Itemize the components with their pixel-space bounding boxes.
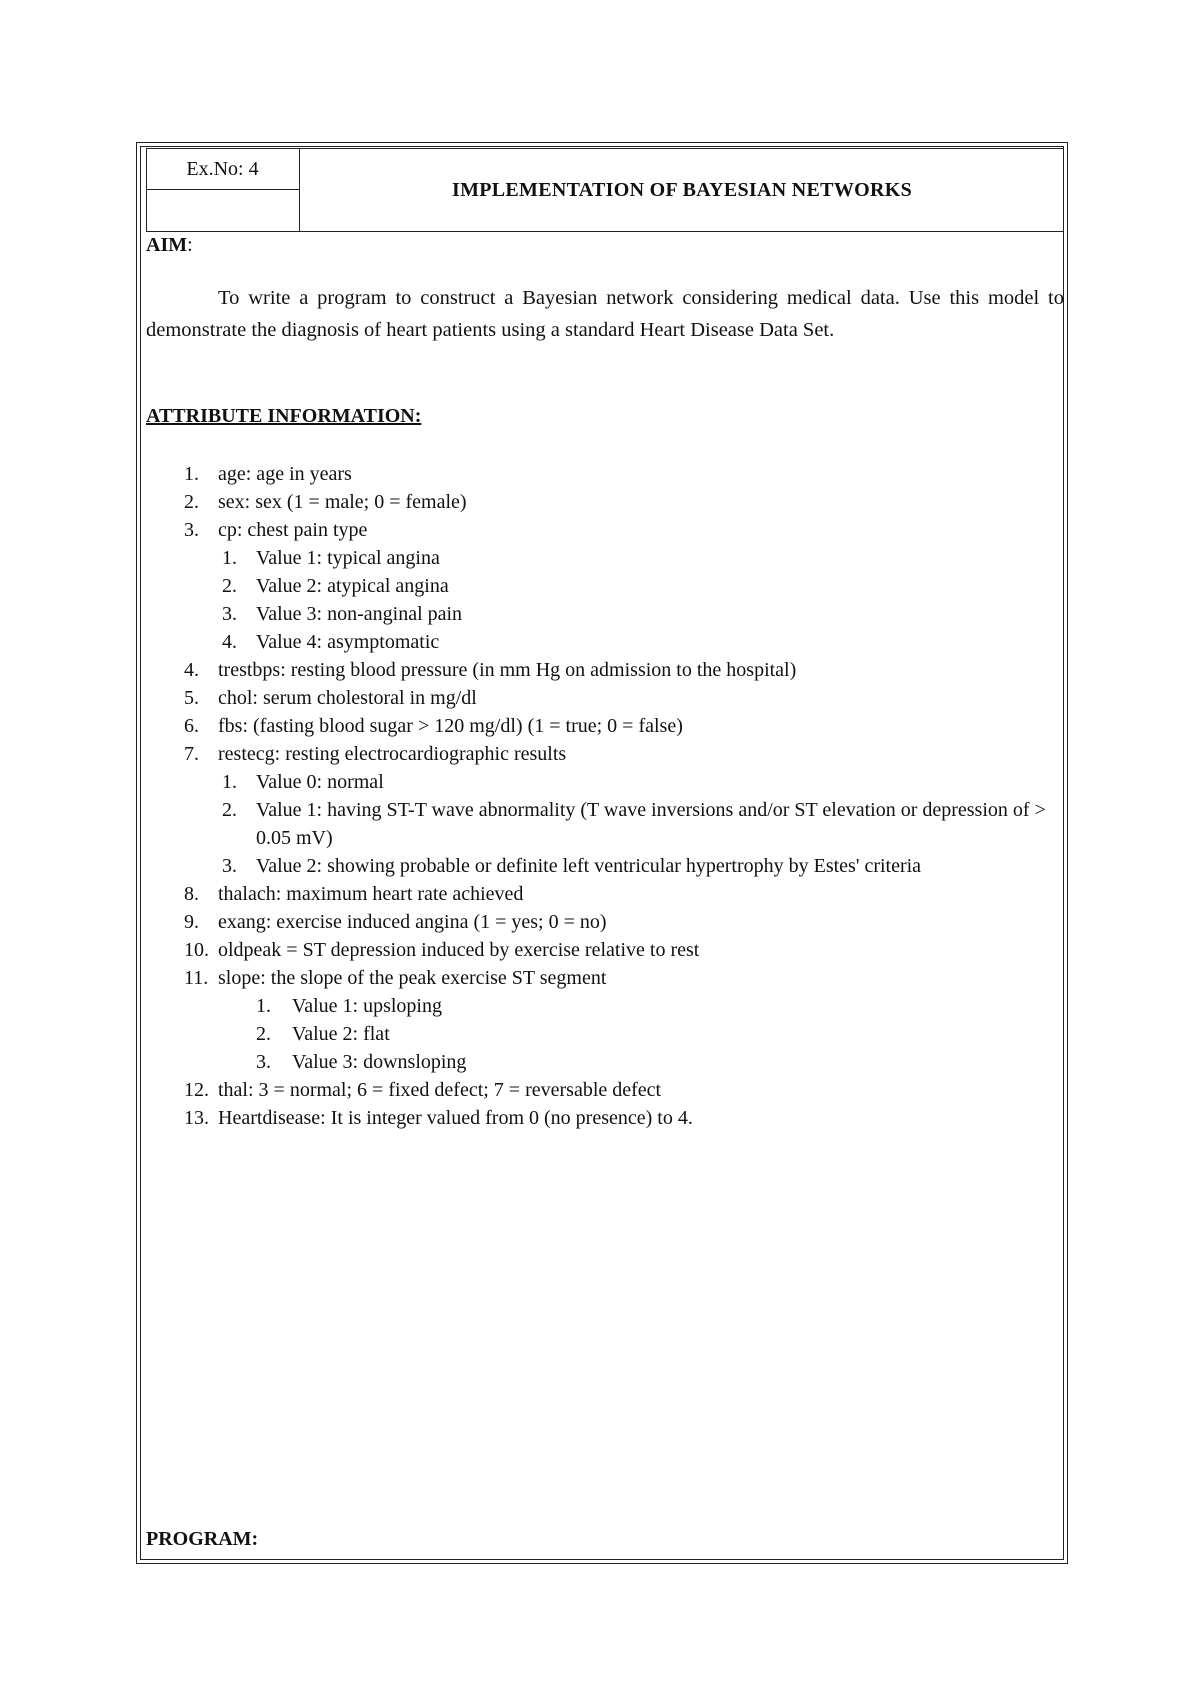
list-text: chol: serum cholestoral in mg/dl (218, 687, 477, 709)
list-number: 3. (222, 603, 237, 625)
list-text: restecg: resting electrocardiographic results (218, 743, 567, 765)
list-text: oldpeak = ST depression induced by exercise relative to rest (218, 939, 700, 961)
list-number: 2. (222, 799, 237, 821)
list-number: 9. (184, 911, 199, 933)
list-item (146, 936, 1056, 964)
list-number: 5. (184, 687, 199, 709)
list-item (146, 460, 1056, 488)
list-item (146, 488, 1056, 516)
list-text: Value 1: having ST-T wave abnormality (T wave inversions and/or ST elevation or depression of > 0.05 mV) (256, 799, 1046, 849)
list-text: Value 2: showing probable or definite left ventricular hypertrophy by Estes' criteria (256, 855, 922, 877)
list-text: Value 2: atypical angina (256, 575, 449, 597)
sub-list-item (146, 1048, 1056, 1076)
list-number: 11. (184, 967, 209, 989)
list-number: 2. (184, 491, 199, 513)
list-text: age: age in years (218, 463, 352, 485)
sub-list-item (146, 852, 1056, 880)
list-item (146, 684, 1056, 712)
page-title: IMPLEMENTATION OF BAYESIAN NETWORKS (451, 179, 912, 201)
list-number: 6. (184, 715, 199, 737)
aim-heading (146, 234, 193, 257)
list-number: 13. (184, 1107, 209, 1129)
list-number: 8. (184, 883, 199, 905)
exercise-number: Ex.No: 4 (146, 148, 300, 190)
list-number: 1. (222, 771, 237, 793)
list-number: 3. (256, 1051, 271, 1073)
list-number: 3. (184, 519, 199, 541)
list-item (146, 880, 1056, 908)
list-number: 1. (222, 547, 237, 569)
list-number: 1. (256, 995, 271, 1017)
sub-list-item (146, 768, 1056, 796)
list-text: Value 3: non-anginal pain (256, 603, 463, 625)
list-number: 4. (184, 659, 199, 681)
sub-list-item (146, 600, 1056, 628)
date-cell (146, 190, 300, 232)
list-number: 12. (184, 1079, 209, 1101)
list-text: exang: exercise induced angina (1 = yes; 0 = no) (218, 911, 607, 933)
sub-list-item (146, 1020, 1056, 1048)
list-text: Value 0: normal (256, 771, 384, 793)
list-item (146, 908, 1056, 936)
list-number: 4. (222, 631, 237, 653)
list-text: slope: the slope of the peak exercise ST segment (218, 967, 607, 989)
list-text: Value 3: downsloping (292, 1051, 467, 1073)
list-item (146, 712, 1056, 740)
sub-list-item (146, 572, 1056, 600)
sub-list-item (146, 544, 1056, 572)
sub-list-item (146, 628, 1056, 656)
list-item (146, 740, 1056, 768)
aim-paragraph: To write a program to construct a Bayesian network considering medical data. Use this model to demonstrate the diagnosis of heart patients using a standard Heart Disease Data Set. (146, 287, 1064, 341)
sub-list-item (146, 796, 1056, 852)
program-heading: PROGRAM: (146, 1528, 259, 1550)
list-item (146, 656, 1056, 684)
list-text: Value 1: upsloping (292, 995, 442, 1017)
list-number: 2. (256, 1023, 271, 1045)
list-text: cp: chest pain type (218, 519, 368, 541)
list-text: Value 2: flat (292, 1023, 390, 1045)
list-number: 1. (184, 463, 199, 485)
list-item (146, 1104, 1056, 1132)
aim-heading-label: AIM (146, 234, 188, 256)
list-text: fbs: (fasting blood sugar > 120 mg/dl) (1 = true; 0 = false) (218, 715, 683, 737)
sub-list-item (146, 992, 1056, 1020)
aim-heading-colon: : (187, 234, 193, 256)
attribute-heading: ATTRIBUTE INFORMATION: (146, 405, 422, 427)
list-number: 10. (184, 939, 209, 961)
list-number: 7. (184, 743, 199, 765)
list-item (146, 964, 1056, 992)
list-item (146, 1076, 1056, 1104)
list-text: Value 1: typical angina (256, 547, 440, 569)
list-item (146, 516, 1056, 544)
list-text: sex: sex (1 = male; 0 = female) (218, 491, 467, 513)
list-text: thal: 3 = normal; 6 = fixed defect; 7 = reversable defect (218, 1079, 662, 1101)
list-number: 2. (222, 575, 237, 597)
list-text: Value 4: asymptomatic (256, 631, 440, 653)
list-number: 3. (222, 855, 237, 877)
list-text: thalach: maximum heart rate achieved (218, 883, 524, 905)
list-text: trestbps: resting blood pressure (in mm Hg on admission to the hospital) (218, 659, 797, 681)
attribute-list (146, 460, 1056, 1132)
list-text: Heartdisease: It is integer valued from 0 (no presence) to 4. (218, 1107, 693, 1129)
